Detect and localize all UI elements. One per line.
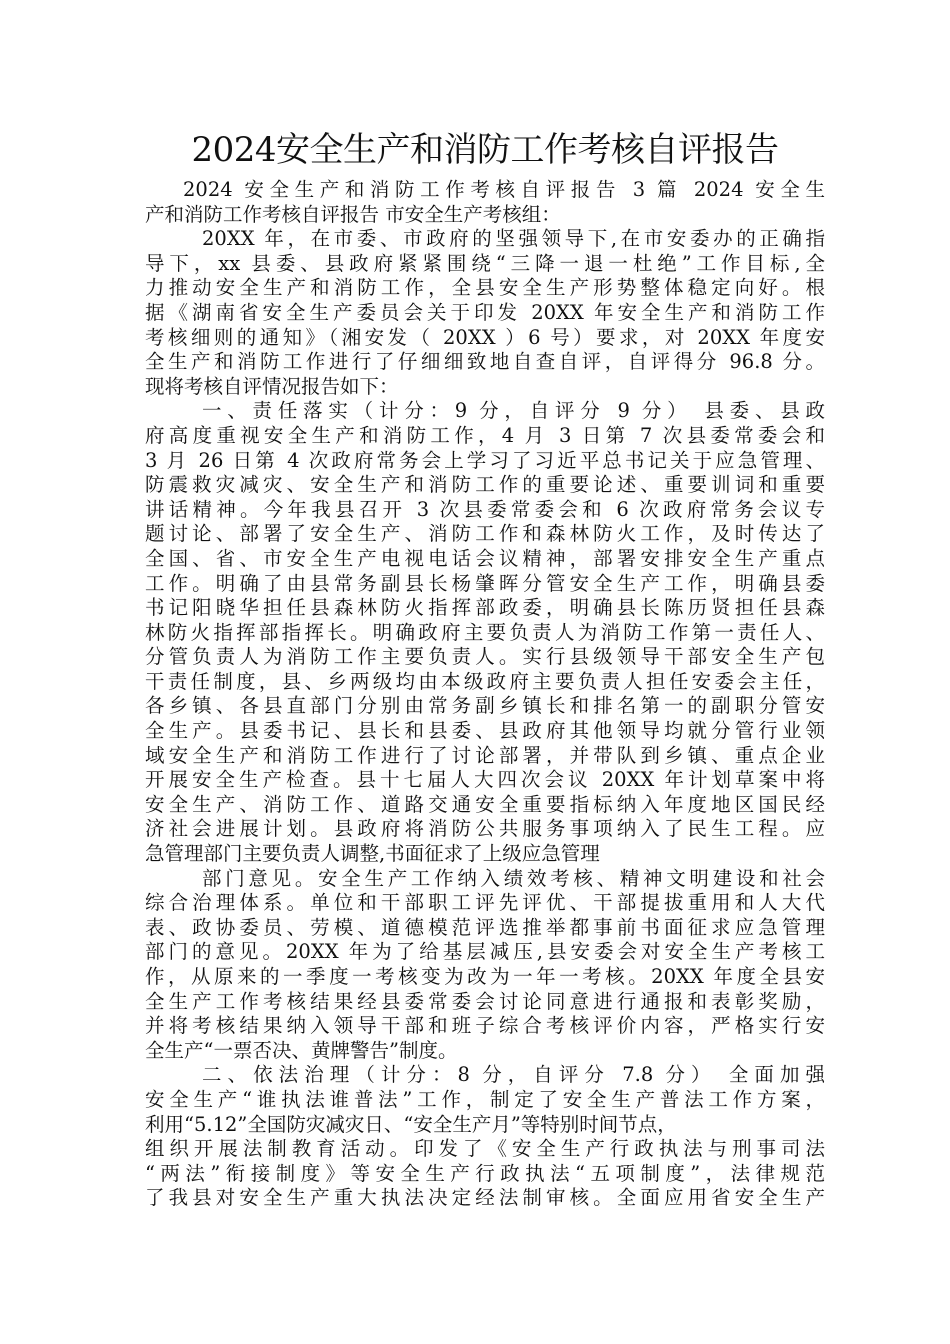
document-body xyxy=(145,178,825,1211)
body-line: “两法”衔接制度》等安全生产行政执法“五项制度”，法律规范 xyxy=(145,1161,825,1185)
body-line: 部门意见。安全生产工作纳入绩效考核、精神文明建设和社会 xyxy=(202,866,825,890)
body-line: 安全生产、消防工作、道路交通安全重要指标纳入年度地区国民经 xyxy=(145,792,825,816)
body-line: 开展安全生产检查。县十七届人大四次会议 20XX 年计划草案中将 xyxy=(145,768,825,792)
body-line: 府高度重视安全生产和消防工作，4 月 3 日第 7 次县委常委会和 xyxy=(145,423,825,447)
body-line: 了我县对安全生产重大执法决定经法制审核。全面应用省安全生产 xyxy=(145,1186,825,1210)
body-line: 林防火指挥部指挥长。明确政府主要负责人为消防工作第一责任人、 xyxy=(145,620,825,644)
body-line: 二、依法治理（计分：8 分，自评分 7.8 分） 全面加强 xyxy=(202,1063,825,1087)
body-line: 并将考核结果纳入领导干部和班子综合考核评价内容，严格实行安 xyxy=(145,1014,825,1038)
body-line: 作，从原来的一季度一考核变为改为一年一考核。20XX 年度全县安 xyxy=(145,965,825,988)
body-line: 全生产“一票否决、黄牌警告”制度。 xyxy=(145,1038,458,1062)
body-line: 产和消防工作考核自评报告 市安全生产考核组： xyxy=(145,202,561,226)
body-line: 题讨论、部署了安全生产、消防工作和森林防火工作，及时传达了 xyxy=(145,522,825,546)
body-line: 书记阳晓华担任县森林防火指挥部政委，明确县长陈历贤担任县森 xyxy=(145,596,825,620)
body-line: 20XX 年，在市委、市政府的坚强领导下,在市安委办的正确指 xyxy=(202,227,825,251)
body-line: 全生产工作考核结果经县委常委会讨论同意进行通报和表彰奖励， xyxy=(145,989,825,1013)
body-line: 部门的意见。20XX 年为了给基层减压,县安委会对安全生产考核工 xyxy=(145,940,825,964)
body-line: 现将考核自评情况报告如下： xyxy=(145,374,399,398)
body-line: 综合治理体系。单位和干部职工评先评优、干部提拔重用和人大代 xyxy=(145,891,825,915)
body-line: 讲话精神。今年我县召开 3 次县委常委会和 6 次政府常务会议专 xyxy=(145,497,825,521)
body-line: 各乡镇、各县直部门分别由常务副乡镇长和排名第一的副职分管安 xyxy=(145,694,825,718)
body-line: 干责任制度，县、乡两级均由本级政府主要负责人担任安委会主任， xyxy=(145,669,825,693)
body-line: 域安全生产和消防工作进行了讨论部署，并带队到乡镇、重点企业 xyxy=(145,743,825,767)
body-line: 分管负责人为消防工作主要负责人。实行县级领导干部安全生产包 xyxy=(145,645,825,669)
body-line: 导下，xx 县委、县政府紧紧围绕“三降一退一杜绝”工作目标,全 xyxy=(145,251,825,275)
body-line: 一、责任落实（计分：9 分，自评分 9 分） 县委、县政 xyxy=(202,399,825,423)
body-line: 组织开展法制教育活动。印发了《安全生产行政执法与刑事司法 xyxy=(145,1137,825,1161)
document-title: 2024安全生产和消防工作考核自评报告 xyxy=(191,130,779,170)
body-line: 工作。明确了由县常务副县长杨肇晖分管安全生产工作，明确县委 xyxy=(145,571,825,595)
body-line: 急管理部门主要负责人调整,书面征求了上级应急管理 xyxy=(145,842,600,866)
body-line: 3 月 26 日第 4 次政府常务会上学习了习近平总书记关于应急管理、 xyxy=(145,448,825,472)
body-line: 全生产。县委书记、县长和县委、县政府其他领导均就分管行业领 xyxy=(145,719,825,743)
body-line: 全生产和消防工作进行了仔细细致地自查自评，自评得分 96.8 分。 xyxy=(145,350,825,374)
body-line: 2024 安全生产和消防工作考核自评报告 3 篇 2024 安全生 xyxy=(183,178,825,201)
body-line: 济社会进展计划。县政府将消防公共服务事项纳入了民生工程。应 xyxy=(145,817,825,841)
body-line: 利用“5.12”全国防灾减灾日、“安全生产月”等特别时间节点， xyxy=(145,1112,677,1136)
body-line: 防震救灾减灾、安全生产和消防工作的重要论述、重要训词和重要 xyxy=(145,473,825,497)
body-line: 考核细则的通知》（湘安发（ 20XX ）6 号）要求，对 20XX 年度安 xyxy=(145,325,825,349)
body-line: 力推动安全生产和消防工作，全县安全生产形势整体稳定向好。根 xyxy=(145,276,825,300)
body-line: 全国、省、市安全生产电视电话会议精神，部署安排安全生产重点 xyxy=(145,546,825,570)
document-page xyxy=(145,122,825,1211)
body-line: 安全生产“谁执法谁普法”工作，制定了安全生产普法工作方案， xyxy=(145,1087,825,1111)
body-line: 据《湖南省安全生产委员会关于印发 20XX 年安全生产和消防工作 xyxy=(145,300,825,324)
body-line: 表、政协委员、劳模、道德模范评选推举都事前书面征求应急管理 xyxy=(145,915,825,939)
